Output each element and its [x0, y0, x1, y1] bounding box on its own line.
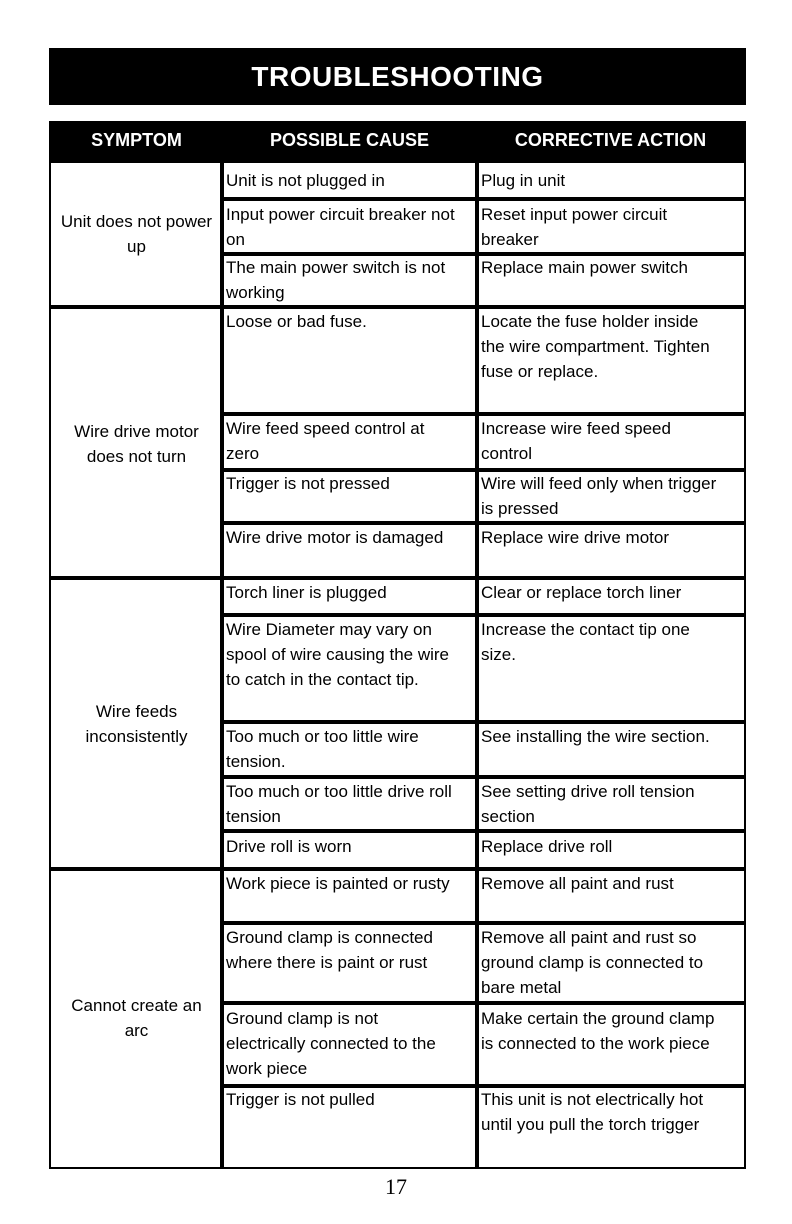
cause-cell: Work piece is painted or rusty	[226, 874, 450, 893]
row-divider	[222, 197, 744, 201]
cause-cell: Unit is not plugged in	[226, 171, 385, 190]
action-cell: This unit is not electrically hot until you pull the torch trigger	[481, 1090, 704, 1134]
action-cell: Replace drive roll	[481, 837, 613, 856]
action-cell: Remove all paint and rust	[481, 874, 674, 893]
row-divider	[222, 829, 744, 833]
cause-cell: Ground clamp is connected where there is paint or rust	[226, 928, 433, 972]
cause-cell: Loose or bad fuse.	[226, 312, 367, 331]
cause-cell: Trigger is not pressed	[226, 474, 390, 493]
cause-cell: Wire Diameter may vary on spool of wire causing the wire to catch in the contact tip.	[226, 620, 450, 689]
symptom-cell: Wire feeds inconsistently	[85, 702, 188, 746]
action-cell: Remove all paint and rust so ground clamp is connected to bare metal	[481, 928, 704, 997]
cause-cell: Torch liner is plugged	[226, 583, 387, 602]
action-cell: Wire will feed only when trigger is pressed	[481, 474, 717, 518]
action-cell: Increase the contact tip one size.	[481, 620, 690, 664]
page-number: 17	[385, 1174, 407, 1199]
cause-cell: The main power switch is not working	[226, 258, 446, 302]
header-corrective-action: CORRECTIVE ACTION	[514, 130, 707, 150]
action-cell: Replace main power switch	[481, 258, 688, 277]
cause-cell: Drive roll is worn	[226, 837, 352, 856]
action-cell: Locate the fuse holder inside the wire compartment. Tighten fuse or replace.	[481, 312, 710, 381]
symptom-cell: Wire drive motor does not turn	[74, 422, 199, 466]
cause-cell: Too much or too little wire tension.	[226, 727, 419, 771]
action-cell: Replace wire drive motor	[481, 528, 670, 547]
header-possible-cause: POSSIBLE CAUSE	[269, 130, 430, 150]
action-cell: Plug in unit	[481, 171, 566, 190]
cause-cell: Wire drive motor is damaged	[226, 528, 444, 547]
symptom-cell: Unit does not power up	[60, 212, 213, 256]
cause-cell: Trigger is not pulled	[226, 1090, 375, 1109]
table-header	[51, 123, 744, 163]
action-cell: Reset input power circuit breaker	[481, 205, 668, 249]
action-cell: See installing the wire section.	[481, 727, 710, 746]
page-title: TROUBLESHOOTING	[49, 48, 746, 105]
symptom-cell: Cannot create an arc	[71, 996, 202, 1040]
troubleshooting-table	[49, 121, 746, 1169]
action-cell: Increase wire feed speed control	[481, 419, 671, 463]
action-cell: Make certain the ground clamp is connected to the work piece	[481, 1009, 715, 1053]
cause-cell: Too much or too little drive roll tension	[226, 782, 452, 826]
action-cell: See setting drive roll tension section	[481, 782, 695, 826]
column-divider	[475, 163, 479, 1167]
cause-cell: Ground clamp is not electrically connected to the work piece	[226, 1009, 436, 1078]
cause-cell: Input power circuit breaker not on	[226, 205, 455, 249]
row-divider	[222, 1001, 744, 1005]
cause-cell: Wire feed speed control at zero	[226, 419, 425, 463]
action-cell: Clear or replace torch liner	[481, 583, 682, 602]
header-symptom: SYMPTOM	[91, 130, 182, 150]
